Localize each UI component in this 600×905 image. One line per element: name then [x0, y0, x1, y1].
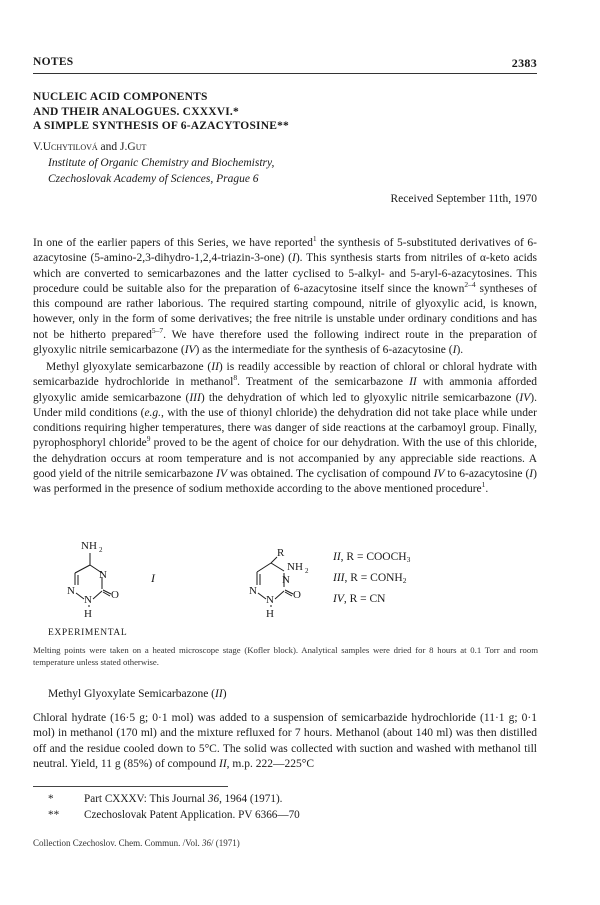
footnote: ** Czechoslovak Patent Application. PV 6366—70	[48, 809, 300, 821]
reference-mark: 1	[312, 234, 317, 243]
journal-footer: Collection Czechoslov. Chem. Commun. /Vol. 36/ (1971)	[33, 838, 240, 848]
footnote: * Part CXXXV: This Journal 36, 1964 (1971).	[48, 793, 283, 805]
compound-ref: IV	[519, 391, 531, 404]
compound-ref: IV	[184, 344, 196, 357]
atom-label: N	[266, 594, 274, 606]
reference-mark: 2–4	[464, 279, 476, 289]
compound-ref: I	[452, 344, 457, 357]
reference-mark: 5–7	[151, 325, 164, 335]
paragraph-route: Methyl glyoxylate semicarbazone (II) is readily accessible by reaction of chloral or chloral hydrate with semicarbazide hydrochloride in methanol$^8$. Treatment of the semicarbazone II with ammonia afforded glyoxylic amide semicarbazone (III) the dehydration of which led to glyoxylic nitrile semicarbazone (IV). Under mild conditions (e.g., with the use of thionyl chloride) the dehydration did not take place while under conditions requiring higher temperatures, there was danger of side reactions at the carbamoyl group. Finally, pyrophosphoryl chloride$^9$ proved to be the agent of choice for our dehydration. With the use of this chloride, the dehydration occurs at room temperature and is not accompanied by any appreciable side reactions. A good yield of the nitrile semicarbazone IV was obtained. The cyclisation of compound IV to 6-azacytosine (I) was performed in the presence of sodium methoxide according to the above mentioned procedure$^1$.	[33, 361, 538, 496]
definition-row: II, $R = COOCH_3$	[333, 551, 411, 564]
footnote-rule	[33, 786, 228, 787]
author-initial: J.	[120, 141, 128, 153]
author-line	[33, 141, 146, 153]
atom-label: N	[99, 569, 107, 581]
atom-label: NH	[287, 561, 303, 573]
atom-label: H	[84, 608, 92, 620]
running-head	[33, 56, 537, 72]
author-initial: V.	[33, 141, 43, 153]
compound-ref: I	[529, 468, 534, 481]
section-label: NOTES	[33, 56, 74, 68]
procedure-heading: Methyl Glyoxylate Semicarbazone (II)	[48, 688, 227, 700]
atom-label: O	[111, 589, 119, 601]
compound-ref: IV	[433, 468, 445, 481]
atom-label: 2	[305, 567, 309, 575]
footnote-mark: **	[48, 809, 60, 821]
affiliation-line: Institute of Organic Chemistry and Biochemistry,	[48, 157, 275, 169]
atom-label: R	[277, 547, 285, 559]
atom-label: O	[293, 589, 301, 601]
atom-label: NH	[81, 540, 97, 552]
definition-row: III, $R = CONH_2$	[333, 572, 407, 585]
atom-label: H	[266, 608, 274, 620]
title-line: AND THEIR ANALOGUES. CXXXVI.*	[33, 105, 239, 118]
received-date: Received September 11th, 1970	[390, 193, 537, 205]
compound-ref: II	[211, 361, 219, 373]
author-name: Uchytilová	[42, 141, 98, 153]
atom-label: N	[84, 594, 92, 606]
header-rule	[33, 73, 537, 74]
footnote-mark: *	[48, 793, 54, 805]
substituent-definitions	[333, 547, 410, 610]
article-title	[33, 90, 553, 134]
compound-ref: II	[215, 688, 223, 700]
structure-drawing	[33, 535, 537, 627]
title-line: A SIMPLE SYNTHESIS OF 6-AZACYTOSINE**	[33, 120, 289, 132]
atom-label: N	[249, 585, 257, 597]
affiliation	[48, 156, 274, 187]
affiliation-line: Czechoslovak Academy of Sciences, Prague 6	[48, 172, 259, 185]
compound-label-I: I	[151, 571, 155, 585]
compound-ref: I	[291, 252, 296, 265]
reference-mark: 9	[146, 434, 151, 444]
experimental-note: Melting points were taken on a heated microscope stage (Kofler block). Analytical samples were dried for 8 hours at 0.1 Torr and room temperature unless stated otherwise.	[33, 645, 538, 667]
page-number: 2383	[511, 56, 537, 70]
experimental-heading: EXPERIMENTAL	[48, 628, 128, 638]
title-line: NUCLEIC ACID COMPONENTS	[33, 91, 208, 103]
author-name: Gut	[127, 141, 147, 153]
author-conjunction: and	[97, 141, 121, 153]
reference-mark: 8	[233, 373, 238, 383]
paragraph-procedure: Chloral hydrate (16·5 g; 0·1 mol) was added to a suspension of semicarbazide hydrochloride (11·1 g; 0·1 mol) in methanol (170 ml) and the mixture refluxed for 7 hours. Methanol (about 140 ml) was then distilled off and the residue cooled down to 5°C. The solid was collected with suction and washed with methanol till neutral. Yield, 11 g (85%) of compound II, m.p. 222—225°C	[33, 712, 537, 770]
abbreviation: e.g.	[144, 406, 162, 419]
atom-label: N	[282, 574, 290, 586]
compound-ref: IV	[216, 468, 227, 481]
atom-label: N	[67, 585, 75, 597]
chemical-structures	[33, 535, 537, 627]
definition-row: IV, R = CN	[333, 593, 386, 605]
compound-ref: II	[218, 757, 227, 770]
reference-mark: 1	[481, 480, 486, 490]
paragraph-intro: In one of the earlier papers of this Series, we have reported$^1$ the synthesis of 5-substituted derivatives of 6-azacytosine (5-amino-2,3-dihydro-1,2,4-triazin-3-one) (I). This synthesis starts from nitriles of α-keto acids which are converted to semicarbazones and the latter cyclised to 5-alkyl- and 5-aryl-6-azacytosines. This procedure could be suitable also for the preparation of 6-azacytosine itself since the known$^{2-4}$ syntheses of this compound are rather laborious. The required starting compound, nitrile of glyoxylic acid, is known, however, only in the form of some derivatives; the free nitrile is unstable under ordinary conditions and has not be hitherto prepared$^{5-7}$. We have therefore used the following indirect route in the preparation of glyoxylic nitrile semicarbazone (IV) as the intermediate for the synthesis of 6-azacytosine (I).	[33, 234, 538, 357]
atom-label: 2	[99, 546, 103, 554]
compound-ref: III	[189, 391, 201, 404]
compound-ref: II	[409, 376, 417, 389]
